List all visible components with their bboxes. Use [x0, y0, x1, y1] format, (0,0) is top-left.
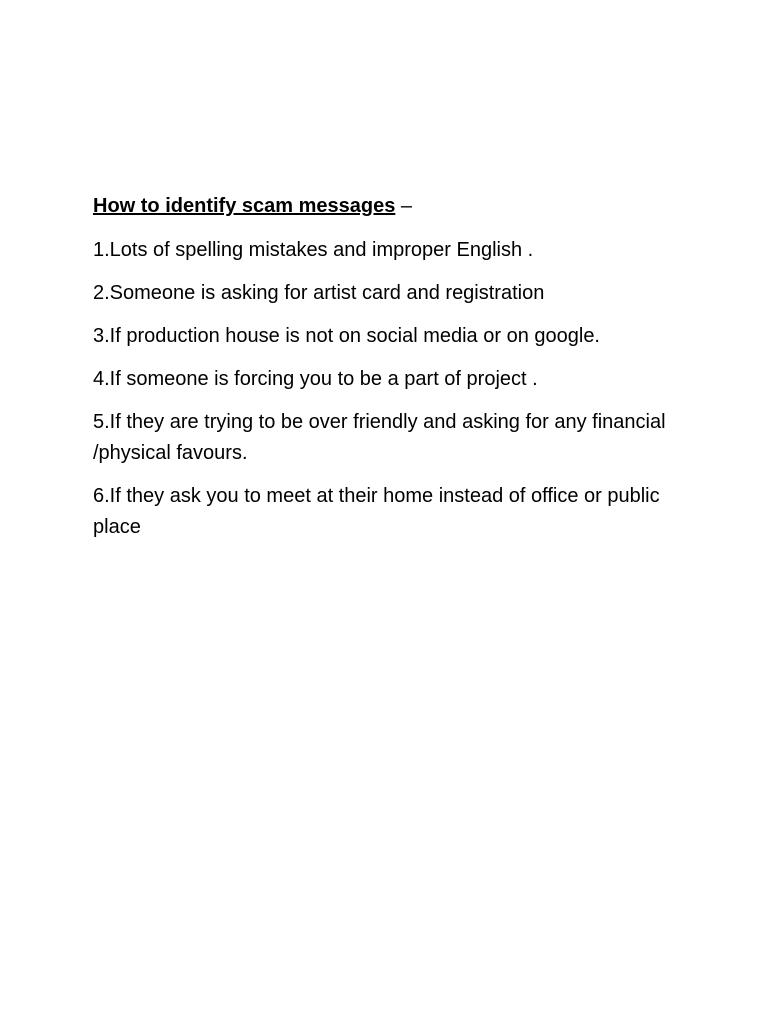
list-item-4: 4.If someone is forcing you to be a part of project . — [93, 368, 538, 390]
list-item-2: 2.Someone is asking for artist card and registration — [93, 282, 545, 304]
heading-title: How to identify scam messages — [93, 195, 396, 217]
list-item-3: 3.If production house is not on social media or on google. — [93, 325, 600, 347]
list-item-1: 1.Lots of spelling mistakes and improper English . — [93, 239, 534, 261]
document-body — [93, 193, 683, 555]
list-item-5: 5.If they are trying to be over friendly and asking for any financial /physical favours. — [93, 411, 666, 464]
document-heading — [93, 193, 683, 219]
heading-dash: – — [395, 195, 413, 217]
list-item-6: 6.If they ask you to meet at their home instead of office or public place — [93, 485, 660, 538]
